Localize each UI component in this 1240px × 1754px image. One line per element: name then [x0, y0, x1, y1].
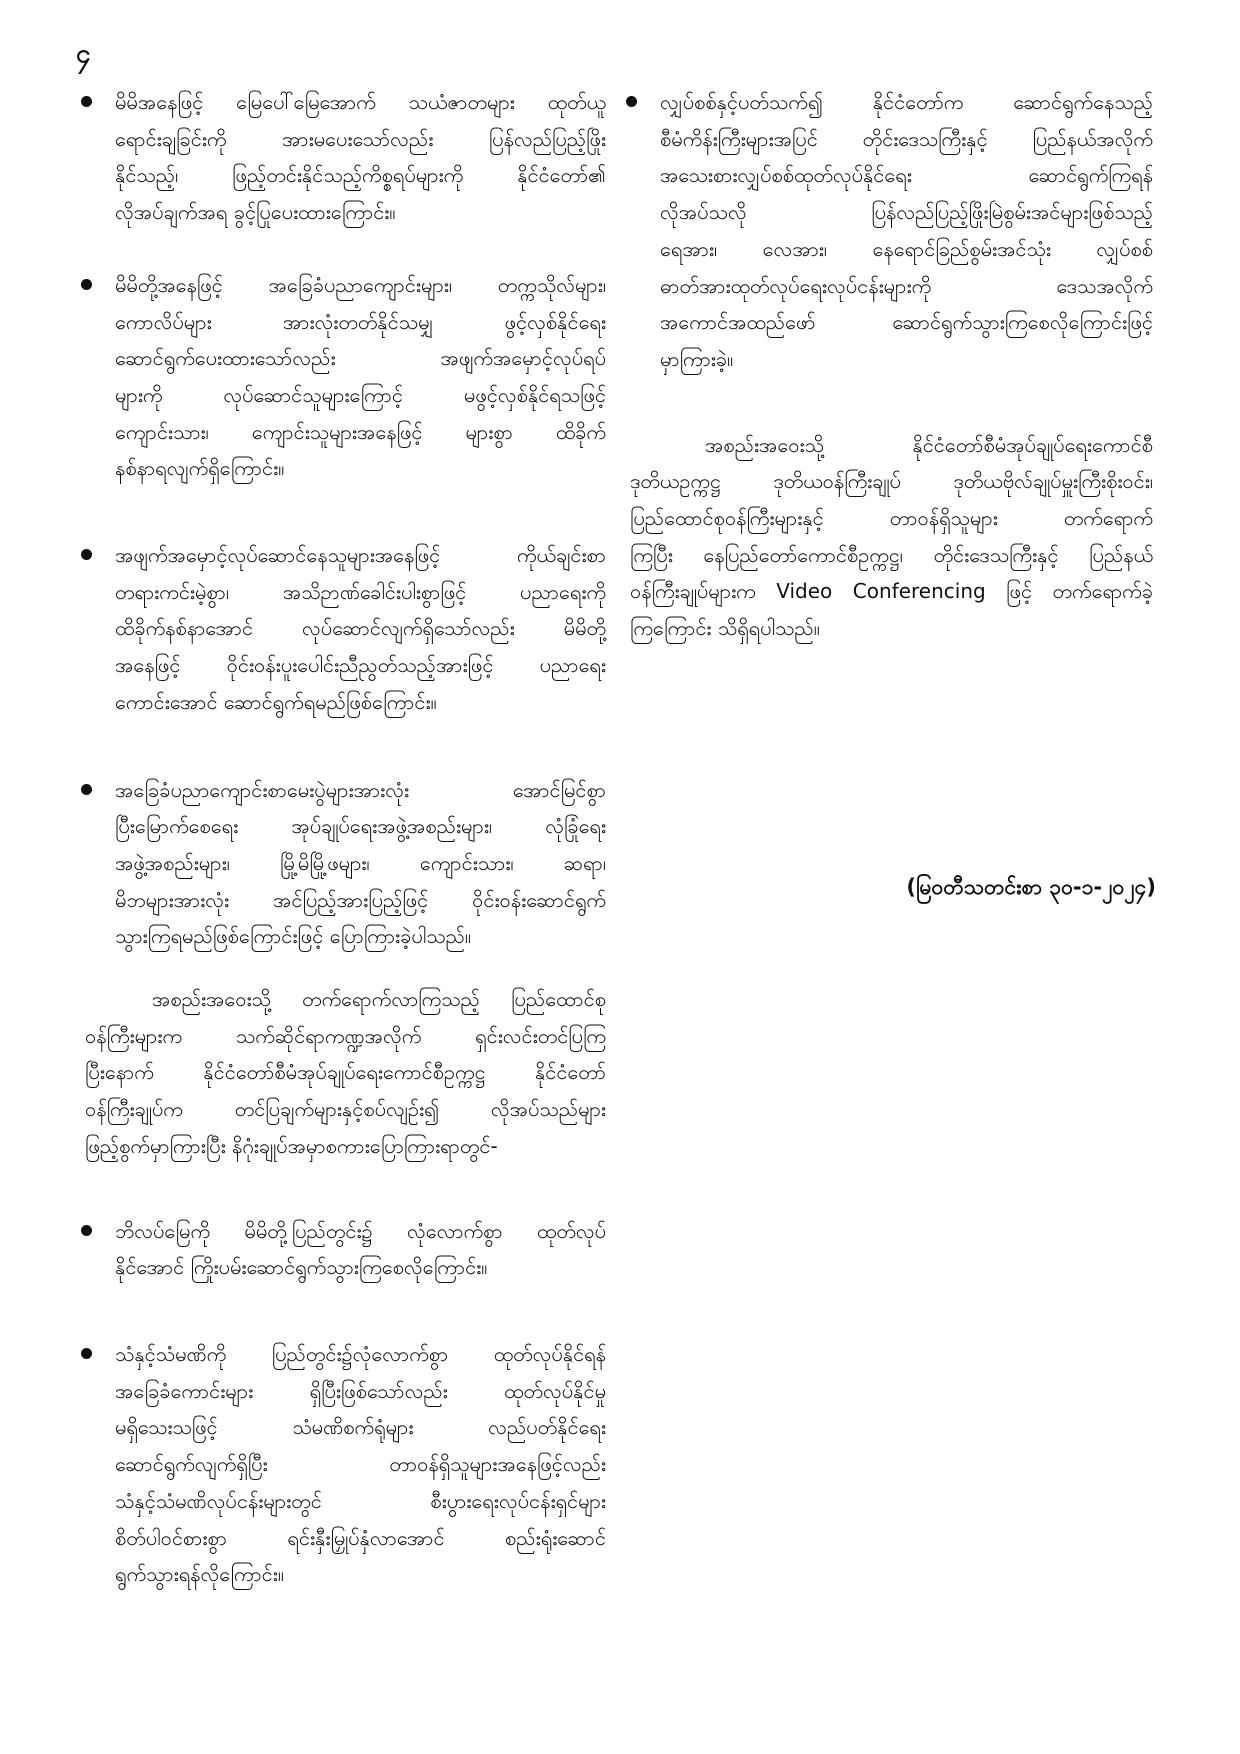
text-line: အဖျက်အမှောင့်လုပ်ဆောင်နေသူများအနေဖြင့် ကိုယ်ချင်းစာ	[115, 543, 606, 568]
paragraph	[80, 981, 606, 1165]
bullet-item	[80, 772, 606, 956]
text-line: ဘိလပ်မြေကို မိမိတို့ပြည်တွင်း၌ လုံလောက်စွာ ထုတ်လုပ်	[115, 1218, 606, 1243]
text-line: ဝန်ကြီးများက သက်ဆိုင်ရာကဏ္ဍအလိုက် ရှင်းလင်းတင်ပြကြ	[85, 1023, 606, 1048]
text-line: မိမိအနေဖြင့် မြေပေါ်မြေအောက် သယံဇာတများ ထုတ်ယူ	[115, 90, 606, 114]
text-line: ကြပြီး နေပြည်တော်ကောင်စီဥက္ကဋ္ဌ၊ တိုင်းဒေသကြီးနှင့် ပြည်နယ်	[630, 542, 1153, 567]
source-citation: (မြဝတီသတင်းစာ ၃၀-၁-၂၀၂၄)	[906, 875, 1156, 899]
bullet-point-icon	[81, 1225, 92, 1236]
text-line: ဝန်ကြီးချုပ်များက Video Conferencing ဖြင့် တက်ရောက်ခဲ့	[630, 579, 1153, 604]
text-line: ကောင်းအောင် ဆောင်ရွက်ရမည်ဖြစ်ကြောင်း။	[115, 689, 437, 714]
text-line: ကျောင်းသား၊ ကျောင်းသူများအနေဖြင့် များစွာ ထိခိုက်	[115, 419, 606, 444]
text-line: စိတ်ပါဝင်စားစွာ ရင်းနှီးမြှုပ်နှံလာအောင် စည်းရုံးဆောင်	[115, 1525, 606, 1550]
text-line: အဖွဲ့အစည်းများ၊ မြို့မိမြို့ဖများ၊ ကျောင်းသား၊ ဆရာ၊	[115, 850, 606, 875]
text-line: မရှိသေးသဖြင့် သံမဏိစက်ရုံများ လည်ပတ်နိုင်ရေး	[115, 1415, 606, 1440]
bullet-point-icon	[81, 1348, 92, 1359]
text-line: လိုအပ်ချက်အရ ခွင့်ပြုပေးထားကြောင်း။	[115, 200, 396, 225]
text-line: ပြည်ထောင်စုဝန်ကြီးများနှင့် တာဝန်ရှိသူများ တက်ရောက်	[630, 506, 1153, 531]
text-line: မိမိတို့အနေဖြင့် အခြေခံပညာကျောင်းများ၊ တက္ကသိုလ်များ၊	[115, 272, 606, 297]
text-line: ပြီးမြောက်စေရေး အုပ်ချုပ်ရေးအဖွဲ့အစည်းများ၊ လုံခြုံရေး	[115, 814, 606, 839]
text-line: ဒုတိယဥက္ကဋ္ဌ ဒုတိယဝန်ကြီးချုပ် ဒုတိယဗိုလ်ချုပ်မှူးကြီးစိုးဝင်း၊	[630, 469, 1153, 494]
text-line: ရေအား၊ လေအား၊ နေရောင်ခြည်စွမ်းအင်သုံး လျှပ်စစ်	[660, 236, 1153, 261]
bullet-item	[80, 1213, 606, 1286]
text-line: သွားကြရမည်ဖြစ်ကြောင်းဖြင့် ပြောကြားခဲ့ပါသည်။	[115, 924, 471, 949]
bullet-point-icon	[81, 549, 92, 560]
text-line: များကို လုပ်ဆောင်သူများကြောင့် မဖွင့်လှစ်နိုင်ရသဖြင့်	[115, 382, 606, 407]
page-number: ၄	[76, 39, 91, 69]
text-line: အခြေခံပညာကျောင်းစာမေးပွဲများအားလုံး အောင်မြင်စွာ	[115, 777, 606, 802]
bullet-point-icon	[626, 96, 637, 107]
text-line: အနေဖြင့် ဝိုင်းဝန်းပူးပေါင်းညီညွတ်သည့်အားဖြင့် ပညာရေး	[115, 653, 606, 678]
left-column	[80, 84, 606, 1593]
text-line: ပြီးနောက် နိုင်ငံတော်စီမံအုပ်ချုပ်ရေးကောင်စီဥက္ကဋ္ဌ နိုင်ငံတော်	[85, 1060, 606, 1085]
text-line: နိုင်အောင် ကြိုးပမ်းဆောင်ရွက်သွားကြစေလိုကြောင်း။	[115, 1255, 488, 1280]
text-line: အစည်းအဝေးသို့ နိုင်ငံတော်စီမံအုပ်ချုပ်ရေးကောင်စီ	[705, 432, 1153, 457]
text-line: ရွက်သွားရန်လိုကြောင်း။	[115, 1562, 284, 1587]
text-line: သံနှင့်သံမဏိကို ပြည်တွင်း၌လုံလောက်စွာ ထုတ်လုပ်နိုင်ရန်	[115, 1341, 606, 1366]
text-line: လျှပ်စစ်နှင့်ပတ်သက်၍ နိုင်ငံတော်က ဆောင်ရွက်နေသည့်	[660, 90, 1153, 114]
bullet-point-icon	[81, 279, 92, 290]
right-column	[625, 84, 1153, 647]
bullet-item	[80, 1336, 606, 1593]
text-line: အသေးစားလျှပ်စစ်ထုတ်လုပ်နိုင်ရေး ဆောင်ရွက်ကြရန်	[660, 163, 1153, 188]
text-line: ထိခိုက်နစ်နာအောင် လုပ်ဆောင်လျက်ရှိသော်လည်း မိမိတို့	[115, 616, 606, 641]
text-line: စီမံကိန်းကြီးများအပြင် တိုင်းဒေသကြီးနှင့် ပြည်နယ်အလိုက်	[660, 126, 1153, 151]
bullet-item	[80, 537, 606, 721]
text-line: အစည်းအဝေးသို့ တက်ရောက်လာကြသည့် ပြည်ထောင်စု	[152, 987, 606, 1012]
text-line: မိဘများအားလုံး အင်ပြည့်အားပြည့်ဖြင့် ဝိုင်းဝန်းဆောင်ရွက်	[115, 887, 606, 912]
paragraph	[625, 427, 1153, 647]
text-line: ရောင်းချခြင်းကို အားမပေးသော်လည်း ပြန်လည်ပြည့်ဖြိုး	[115, 126, 606, 151]
text-line: ဆောင်ရွက်လျက်ရှိပြီး တာဝန်ရှိသူများအနေဖြင့်လည်း	[115, 1452, 606, 1477]
bullet-item	[625, 84, 1153, 378]
text-line: လိုအပ်သလို ပြန်လည်ပြည့်ဖြိုးမြဲစွမ်းအင်များဖြစ်သည့်	[660, 200, 1153, 225]
bullet-item	[80, 267, 606, 487]
bullet-point-icon	[81, 784, 92, 795]
text-line: တရားကင်းမဲ့စွာ၊ အသိဉာဏ်ခေါင်းပါးစွာဖြင့် ပညာရေးကို	[115, 579, 606, 604]
text-line: သံနှင့်သံမဏိလုပ်ငန်းများတွင် စီးပွားရေးလုပ်ငန်းရှင်များ	[115, 1488, 606, 1513]
text-line: ကောလိပ်များ အားလုံးတတ်နိုင်သမျှ ဖွင့်လှစ်နိုင်ရေး	[115, 309, 606, 334]
text-line: ကြကြောင်း သိရှိရပါသည်။	[630, 616, 820, 641]
bullet-point-icon	[81, 96, 92, 107]
text-line: နိုင်သည့်၊ ဖြည့်တင်းနိုင်သည့်ကိစ္စရပ်များကို နိုင်ငံတော်၏	[115, 163, 606, 188]
text-line: ဝန်ကြီးချုပ်က တင်ပြချက်များနှင့်စပ်လျဉ်း၍ လိုအပ်သည်များ	[85, 1097, 606, 1122]
text-line: အခြေခံကောင်းများ ရှိပြီးဖြစ်သော်လည်း ထုတ်လုပ်နိုင်မှု	[115, 1378, 606, 1403]
text-line: အကောင်အထည်ဖော် ဆောင်ရွက်သွားကြစေလိုကြောင်းဖြင့်	[660, 310, 1153, 335]
text-line: မှာကြားခဲ့။	[660, 346, 734, 371]
text-line: ဆောင်ရွက်ပေးထားသော်လည်း အဖျက်အမှောင့်လုပ်ရပ်	[115, 346, 606, 371]
text-line: ဖြည့်စွက်မှာကြားပြီး နိဂုံးချုပ်အမှာစကားပြောကြားရာတွင်-	[85, 1133, 498, 1158]
text-line: နစ်နာရလျက်ရှိကြောင်း။	[115, 456, 285, 481]
text-line: ဓာတ်အားထုတ်လုပ်ရေးလုပ်ငန်းများကို ဒေသအလိုက်	[660, 273, 1153, 298]
bullet-item	[80, 84, 606, 231]
